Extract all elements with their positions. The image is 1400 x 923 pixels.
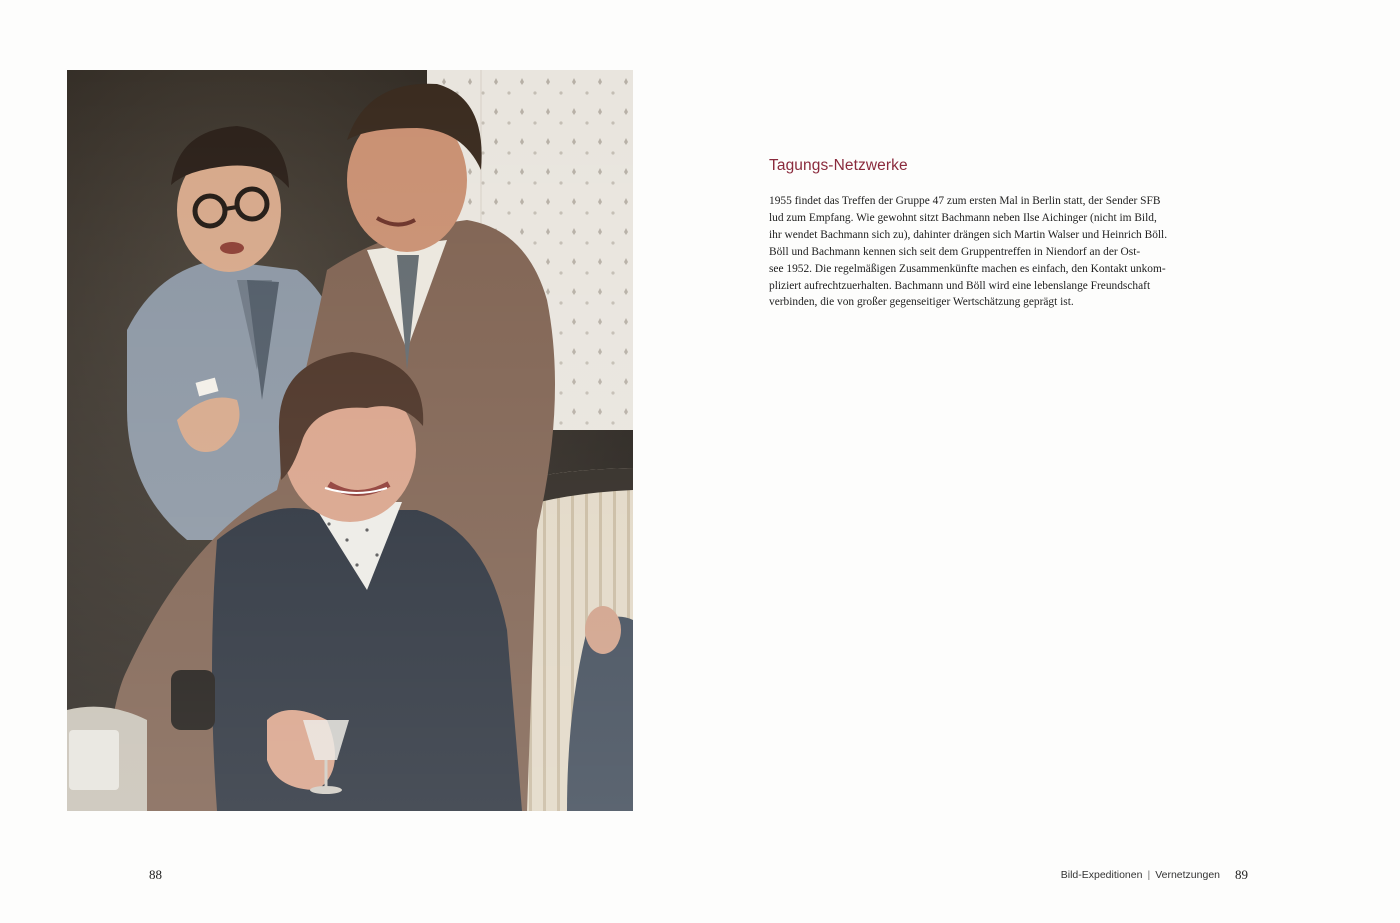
body-line: see 1952. Die regelmäßigen Zusammenkünfte machen es einfach, den Kontakt unkom- [769,262,1166,275]
body-line: ihr wendet Bachmann sich zu), dahinter drängen sich Martin Walser und Heinrich Böll. [769,228,1168,241]
body-line: Böll und Bachmann kennen sich seit dem Gruppentreffen in Niendorf an der Ost- [769,245,1141,258]
photo-illustration [67,70,633,811]
body-line: verbinden, die von großer gegenseitiger Wertschätzung geprägt ist. [769,296,1074,309]
body-line: 1955 findet das Treffen der Gruppe 47 zum ersten Mal in Berlin statt, der Sender SFB [769,195,1161,207]
section-heading: Tagungs-Netzwerke [769,157,908,174]
colorized-group-photo [67,70,633,811]
body-paragraph [769,193,1229,311]
running-head-section: Bild-Expeditionen [1060,869,1143,881]
body-line: pliziert aufrechtzuerhalten. Bachmann und Böll wird eine lebenslange Freundschaft [769,279,1151,292]
page-number-left: 88 [149,867,162,882]
running-head-chapter: Vernetzungen [1155,869,1220,881]
page-number-right: 89 [1235,867,1248,882]
body-line: lud zum Empfang. Wie gewohnt sitzt Bachmann neben Ilse Aichinger (nicht im Bild, [769,211,1157,224]
running-head [1061,869,1220,881]
running-head-separator: | [1147,869,1151,881]
